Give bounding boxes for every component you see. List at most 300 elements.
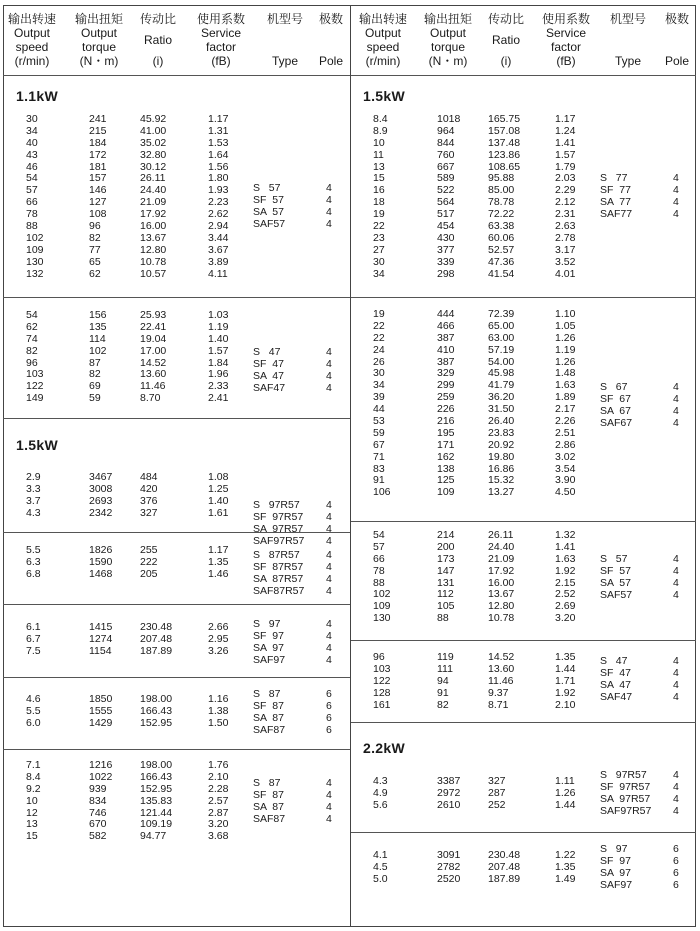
sf-cell: 3.20 <box>555 612 576 625</box>
speed-cell: 6.0 <box>26 716 41 729</box>
torque-cell: 216 <box>437 415 455 428</box>
torque-column <box>437 309 455 499</box>
header-pole-right <box>660 12 694 68</box>
speed-cell: 83 <box>373 462 385 475</box>
sf-cell: 3.90 <box>555 474 576 487</box>
model-column <box>600 656 632 704</box>
model-cell: SA 87R57 <box>253 572 304 585</box>
model-column <box>253 689 285 737</box>
model-cell: S 47 <box>253 346 281 358</box>
torque-cell: 241 <box>89 113 107 125</box>
header-sf-cn: 使用系数 <box>196 12 245 26</box>
model-column <box>253 619 285 667</box>
pole-cell: 6 <box>326 699 332 712</box>
ratio-cell: 222 <box>140 555 158 568</box>
ratio-cell: 13.60 <box>140 368 167 381</box>
sf-cell: 3.54 <box>555 462 576 475</box>
speed-cell: 10 <box>26 794 38 807</box>
pole-cell: 4 <box>673 416 679 429</box>
speed-cell: 44 <box>373 403 385 416</box>
model-column <box>253 347 285 395</box>
sf-cell: 2.10 <box>208 770 229 783</box>
header-type-en: Type <box>271 54 298 68</box>
torque-column <box>89 310 107 405</box>
section-title: 2.2kW <box>363 740 405 756</box>
pole-cell: 4 <box>326 812 332 825</box>
header-pole-left <box>314 12 348 68</box>
torque-column <box>437 652 454 711</box>
torque-cell: 82 <box>437 698 449 711</box>
ratio-cell: 41.79 <box>488 379 515 392</box>
ratio-cell: 152.95 <box>140 782 173 795</box>
speed-cell: 102 <box>373 588 391 601</box>
model-column <box>600 382 632 430</box>
speed-cell: 3.3 <box>26 482 41 495</box>
ratio-cell: 72.39 <box>488 308 515 320</box>
sf-cell: 2.57 <box>208 794 229 807</box>
speed-cell: 6.8 <box>26 567 41 580</box>
pole-cell: 4 <box>326 788 332 801</box>
speed-cell: 62 <box>26 320 38 333</box>
sf-cell: 2.29 <box>555 184 576 197</box>
ratio-cell: 26.40 <box>488 415 515 428</box>
torque-cell: 466 <box>437 319 455 332</box>
header-torque-cn: 输出扭矩 <box>74 12 123 26</box>
sf-cell: 1.79 <box>555 160 576 173</box>
model-cell: SAF97 <box>253 653 286 666</box>
ratio-cell: 95.88 <box>488 172 515 185</box>
sf-cell: 1.41 <box>555 540 576 553</box>
sf-cell: 1.89 <box>555 391 576 404</box>
sf-cell: 2.23 <box>208 196 229 209</box>
speed-cell: 39 <box>373 391 385 404</box>
ratio-column <box>488 530 514 625</box>
torque-cell: 2972 <box>437 786 461 799</box>
pole-cell: 4 <box>673 183 679 196</box>
ratio-column <box>140 310 166 405</box>
speed-cell: 3.7 <box>26 494 41 507</box>
header-type-cn: 机型号 <box>266 12 303 26</box>
model-cell: SF 77 <box>600 183 631 196</box>
ratio-cell: 376 <box>140 494 158 507</box>
model-cell: SAF57 <box>253 217 286 230</box>
model-cell: SF 97R57 <box>253 510 304 523</box>
speed-cell: 88 <box>373 576 385 589</box>
speed-cell: 22 <box>373 331 385 344</box>
sf-column <box>555 776 575 812</box>
speed-column <box>26 545 41 581</box>
pole-column <box>326 689 332 737</box>
ratio-cell: 26.11 <box>140 172 166 185</box>
header-rule-right <box>351 75 696 76</box>
speed-cell: 15 <box>373 172 385 185</box>
ratio-cell: 25.93 <box>140 309 167 321</box>
ratio-cell: 13.27 <box>488 486 515 499</box>
ratio-cell: 109.19 <box>140 818 173 831</box>
ratio-cell: 15.32 <box>488 474 515 487</box>
pole-cell: 4 <box>673 404 679 417</box>
ratio-cell: 135.83 <box>140 794 173 807</box>
speed-cell: 30 <box>373 255 385 268</box>
header-ratio-unit: (i) <box>500 54 512 68</box>
model-cell: SA 57 <box>253 205 284 218</box>
model-column <box>253 183 285 231</box>
model-column <box>600 554 632 602</box>
sf-cell: 1.40 <box>208 494 229 507</box>
ratio-cell: 198.00 <box>140 693 173 705</box>
sf-cell: 1.17 <box>208 544 229 556</box>
header-ratio-en: Ratio <box>143 33 172 47</box>
ratio-cell: 230.48 <box>140 621 173 633</box>
pole-cell: 4 <box>673 792 679 805</box>
pole-cell: 4 <box>326 653 332 666</box>
torque-column <box>437 776 460 812</box>
torque-column <box>89 472 112 520</box>
model-cell: SAF87 <box>253 723 286 736</box>
ratio-cell: 31.50 <box>488 403 515 416</box>
sf-cell: 1.17 <box>555 113 576 125</box>
pole-cell: 4 <box>673 780 679 793</box>
header-sf-en2: factor <box>205 40 236 54</box>
ratio-cell: 22.41 <box>140 320 167 333</box>
pole-column <box>673 173 679 221</box>
pole-cell: 6 <box>673 843 679 855</box>
model-column <box>253 778 285 826</box>
pole-cell: 4 <box>673 769 679 781</box>
torque-cell: 2520 <box>437 872 461 885</box>
pole-cell: 4 <box>326 629 332 642</box>
torque-cell: 62 <box>89 267 101 280</box>
model-cell: SAF47 <box>600 690 633 703</box>
torque-cell: 339 <box>437 255 455 268</box>
header-torque-en1: Output <box>80 26 118 40</box>
ratio-cell: 207.48 <box>140 632 173 645</box>
speed-cell: 34 <box>26 124 38 137</box>
header-torque-en2: torque <box>430 40 466 54</box>
ratio-cell: 19.04 <box>140 332 167 345</box>
speed-column <box>373 776 388 812</box>
pole-cell: 4 <box>326 182 332 194</box>
model-cell: SA 47 <box>253 369 284 382</box>
speed-cell: 16 <box>373 184 385 197</box>
model-cell: SA 57 <box>600 576 631 589</box>
sf-cell: 2.95 <box>208 632 229 645</box>
ratio-column <box>140 472 158 520</box>
header-pole-en: Pole <box>318 54 344 68</box>
pole-cell: 4 <box>326 777 332 789</box>
torque-cell: 3008 <box>89 482 113 495</box>
pole-column <box>673 656 679 704</box>
ratio-cell: 21.09 <box>140 196 167 209</box>
torque-cell: 3467 <box>89 471 113 483</box>
speed-cell: 128 <box>373 686 391 699</box>
sf-cell: 2.87 <box>208 806 229 819</box>
header-torque-unit: (N・m) <box>428 54 468 68</box>
pole-cell: 4 <box>326 217 332 230</box>
torque-cell: 59 <box>89 392 101 405</box>
ratio-cell: 205 <box>140 567 158 580</box>
speed-cell: 130 <box>373 612 391 625</box>
sf-cell: 4.50 <box>555 486 576 499</box>
speed-cell: 4.1 <box>373 849 388 861</box>
torque-cell: 157 <box>89 172 107 185</box>
torque-cell: 82 <box>89 368 101 381</box>
pole-cell: 4 <box>326 549 332 561</box>
speed-column <box>26 760 41 843</box>
ratio-cell: 10.57 <box>140 267 167 280</box>
ratio-cell: 17.92 <box>488 564 515 577</box>
sf-cell: 2.03 <box>555 172 576 185</box>
speed-cell: 4.3 <box>26 506 41 519</box>
torque-cell: 1415 <box>89 621 113 633</box>
ratio-cell: 198.00 <box>140 759 173 771</box>
sf-cell: 2.10 <box>555 698 576 711</box>
torque-cell: 387 <box>437 331 455 344</box>
model-cell: S 97 <box>253 618 281 630</box>
sf-cell: 3.67 <box>208 243 229 256</box>
model-column <box>600 844 632 892</box>
header-speed-en2: speed <box>15 40 49 54</box>
sf-cell: 2.28 <box>208 782 229 795</box>
model-column <box>253 550 304 598</box>
ratio-cell: 72.22 <box>488 208 515 221</box>
torque-column <box>437 850 460 886</box>
speed-cell: 10 <box>373 136 385 149</box>
header-ratio-unit: (i) <box>152 54 164 68</box>
speed-cell: 109 <box>26 243 44 256</box>
sf-cell: 2.31 <box>555 208 576 221</box>
sf-cell: 1.19 <box>208 320 229 333</box>
torque-cell: 108 <box>89 208 107 221</box>
header-ratio-right <box>482 12 530 68</box>
group-rule <box>351 521 696 522</box>
speed-column <box>26 472 41 520</box>
speed-cell: 19 <box>373 208 385 221</box>
ratio-cell: 36.20 <box>488 391 515 404</box>
ratio-cell: 30.12 <box>140 160 167 173</box>
speed-cell: 19 <box>373 308 385 320</box>
speed-cell: 4.5 <box>373 860 388 873</box>
ratio-cell: 123.86 <box>488 148 521 161</box>
model-cell: SF 97 <box>600 854 631 867</box>
sf-column <box>208 114 228 280</box>
model-cell: SA 77 <box>600 195 631 208</box>
torque-cell: 1154 <box>89 644 112 657</box>
speed-cell: 8.4 <box>26 770 41 783</box>
ratio-cell: 45.98 <box>488 367 515 380</box>
pole-cell: 4 <box>326 346 332 358</box>
speed-cell: 46 <box>26 160 38 173</box>
sf-cell: 1.53 <box>208 136 229 149</box>
group-rule <box>351 832 696 833</box>
model-cell: SAF47 <box>253 381 286 394</box>
header-sf-unit: (fB) <box>556 54 576 68</box>
ratio-cell: 137.48 <box>488 136 521 149</box>
speed-cell: 34 <box>373 379 385 392</box>
ratio-cell: 26.11 <box>488 529 514 541</box>
speed-cell: 11 <box>373 148 384 161</box>
torque-cell: 82 <box>89 231 101 244</box>
ratio-cell: 255 <box>140 544 158 556</box>
speed-cell: 74 <box>26 332 38 345</box>
torque-column <box>89 545 112 581</box>
speed-cell: 30 <box>26 113 38 125</box>
sf-cell: 1.35 <box>555 860 576 873</box>
sf-cell: 1.50 <box>208 716 229 729</box>
sf-cell: 4.11 <box>208 267 228 280</box>
ratio-cell: 108.65 <box>488 160 521 173</box>
header-pole-cn: 极数 <box>318 12 343 26</box>
header-speed-unit: (r/min) <box>14 54 50 68</box>
ratio-cell: 11.46 <box>488 674 514 687</box>
torque-cell: 517 <box>437 208 455 221</box>
model-cell: SF 97R57 <box>600 780 651 793</box>
torque-cell: 1274 <box>89 632 113 645</box>
pole-cell: 4 <box>326 572 332 585</box>
ratio-cell: 9.37 <box>488 686 509 699</box>
torque-cell: 111 <box>437 662 453 675</box>
torque-column <box>437 530 455 625</box>
torque-cell: 410 <box>437 343 455 356</box>
torque-cell: 939 <box>89 782 107 795</box>
header-speed-cn: 输出转速 <box>7 12 56 26</box>
section-title: 1.5kW <box>363 88 405 104</box>
sf-cell: 1.26 <box>555 786 576 799</box>
torque-cell: 138 <box>437 462 455 475</box>
ratio-cell: 420 <box>140 482 158 495</box>
model-cell: SA 47 <box>600 678 631 691</box>
torque-column <box>89 760 112 843</box>
torque-cell: 114 <box>89 332 106 345</box>
pole-cell: 4 <box>326 193 332 206</box>
speed-cell: 82 <box>26 344 38 357</box>
group-rule <box>351 297 696 298</box>
ratio-cell: 13.67 <box>488 588 515 601</box>
ratio-cell: 157.08 <box>488 124 521 137</box>
ratio-cell: 78.78 <box>488 196 515 209</box>
torque-cell: 69 <box>89 380 101 393</box>
torque-cell: 135 <box>89 320 107 333</box>
torque-cell: 215 <box>89 124 107 137</box>
model-cell: S 97R57 <box>600 769 647 781</box>
torque-cell: 522 <box>437 184 455 197</box>
sf-cell: 2.15 <box>555 576 576 589</box>
header-ratio-cn: 传动比 <box>139 12 176 26</box>
header-type-en: Type <box>614 54 641 68</box>
header-torque-en1: Output <box>429 26 467 40</box>
header-ratio-cn: 传动比 <box>487 12 524 26</box>
ratio-cell: 187.89 <box>140 644 173 657</box>
sf-column <box>555 309 575 499</box>
pole-cell: 6 <box>326 723 332 736</box>
torque-cell: 1850 <box>89 693 113 705</box>
sf-cell: 3.26 <box>208 644 229 657</box>
torque-cell: 834 <box>89 794 107 807</box>
speed-cell: 15 <box>26 830 38 843</box>
sf-cell: 1.71 <box>555 674 576 687</box>
speed-cell: 149 <box>26 392 44 405</box>
header-speed-en1: Output <box>13 26 51 40</box>
speed-cell: 54 <box>26 172 38 185</box>
ratio-cell: 11.46 <box>140 380 166 393</box>
sf-cell: 1.11 <box>555 775 575 787</box>
torque-column <box>89 114 107 280</box>
pole-cell: 4 <box>326 369 332 382</box>
sf-column <box>208 694 228 730</box>
ratio-column <box>140 694 172 730</box>
model-cell: S 87 <box>253 688 281 700</box>
pole-cell: 6 <box>673 854 679 867</box>
torque-cell: 2342 <box>89 506 113 519</box>
speed-column <box>26 310 44 405</box>
header-speed-cn: 输出转速 <box>358 12 407 26</box>
torque-cell: 582 <box>89 830 107 843</box>
ratio-cell: 54.00 <box>488 355 515 368</box>
model-cell: SA 97R57 <box>600 792 651 805</box>
model-cell: SAF87 <box>253 812 286 825</box>
torque-cell: 2610 <box>437 798 461 811</box>
ratio-cell: 94.77 <box>140 830 167 843</box>
ratio-cell: 16.86 <box>488 462 515 475</box>
torque-cell: 96 <box>89 220 101 233</box>
pole-cell: 4 <box>326 205 332 218</box>
header-speed-en1: Output <box>364 26 402 40</box>
model-cell: SF 67 <box>600 392 631 405</box>
speed-cell: 103 <box>373 662 391 675</box>
section-rule <box>3 418 350 419</box>
sf-cell: 2.26 <box>555 415 576 428</box>
pole-column <box>326 183 332 231</box>
sf-cell: 2.52 <box>555 588 576 601</box>
torque-cell: 3091 <box>437 849 461 861</box>
pole-cell: 4 <box>673 392 679 405</box>
model-cell: SA 97 <box>253 641 284 654</box>
pole-cell: 4 <box>673 564 679 577</box>
model-cell: SF 87 <box>253 788 284 801</box>
ratio-column <box>488 309 514 499</box>
sf-cell: 1.31 <box>208 124 229 137</box>
pole-column <box>326 619 332 667</box>
torque-cell: 298 <box>437 267 455 280</box>
ratio-cell: 45.92 <box>140 113 167 125</box>
header-torque-en2: torque <box>81 40 117 54</box>
sf-cell: 1.19 <box>555 343 576 356</box>
sf-cell: 1.57 <box>208 344 229 357</box>
group-rule <box>3 604 350 605</box>
pole-cell: 4 <box>326 560 332 573</box>
sf-cell: 2.33 <box>208 380 229 393</box>
sf-cell: 1.84 <box>208 356 229 369</box>
model-cell: SA 97R57 <box>253 522 304 535</box>
pole-cell: 4 <box>673 678 679 691</box>
pole-cell: 4 <box>673 666 679 679</box>
sf-cell: 1.38 <box>208 704 229 717</box>
torque-cell: 564 <box>437 196 455 209</box>
ratio-cell: 57.19 <box>488 343 515 356</box>
speed-cell: 122 <box>26 380 44 393</box>
sf-cell: 2.78 <box>555 231 576 244</box>
torque-cell: 147 <box>437 564 455 577</box>
torque-cell: 105 <box>437 600 455 613</box>
torque-cell: 91 <box>437 686 449 699</box>
sf-cell: 1.03 <box>208 309 229 321</box>
pole-column <box>326 778 332 826</box>
header-ratio-en: Ratio <box>491 33 520 47</box>
torque-cell: 2782 <box>437 860 461 873</box>
header-torque-cn: 输出扭矩 <box>423 12 472 26</box>
speed-cell: 6.3 <box>26 555 41 568</box>
speed-cell: 109 <box>373 600 391 613</box>
